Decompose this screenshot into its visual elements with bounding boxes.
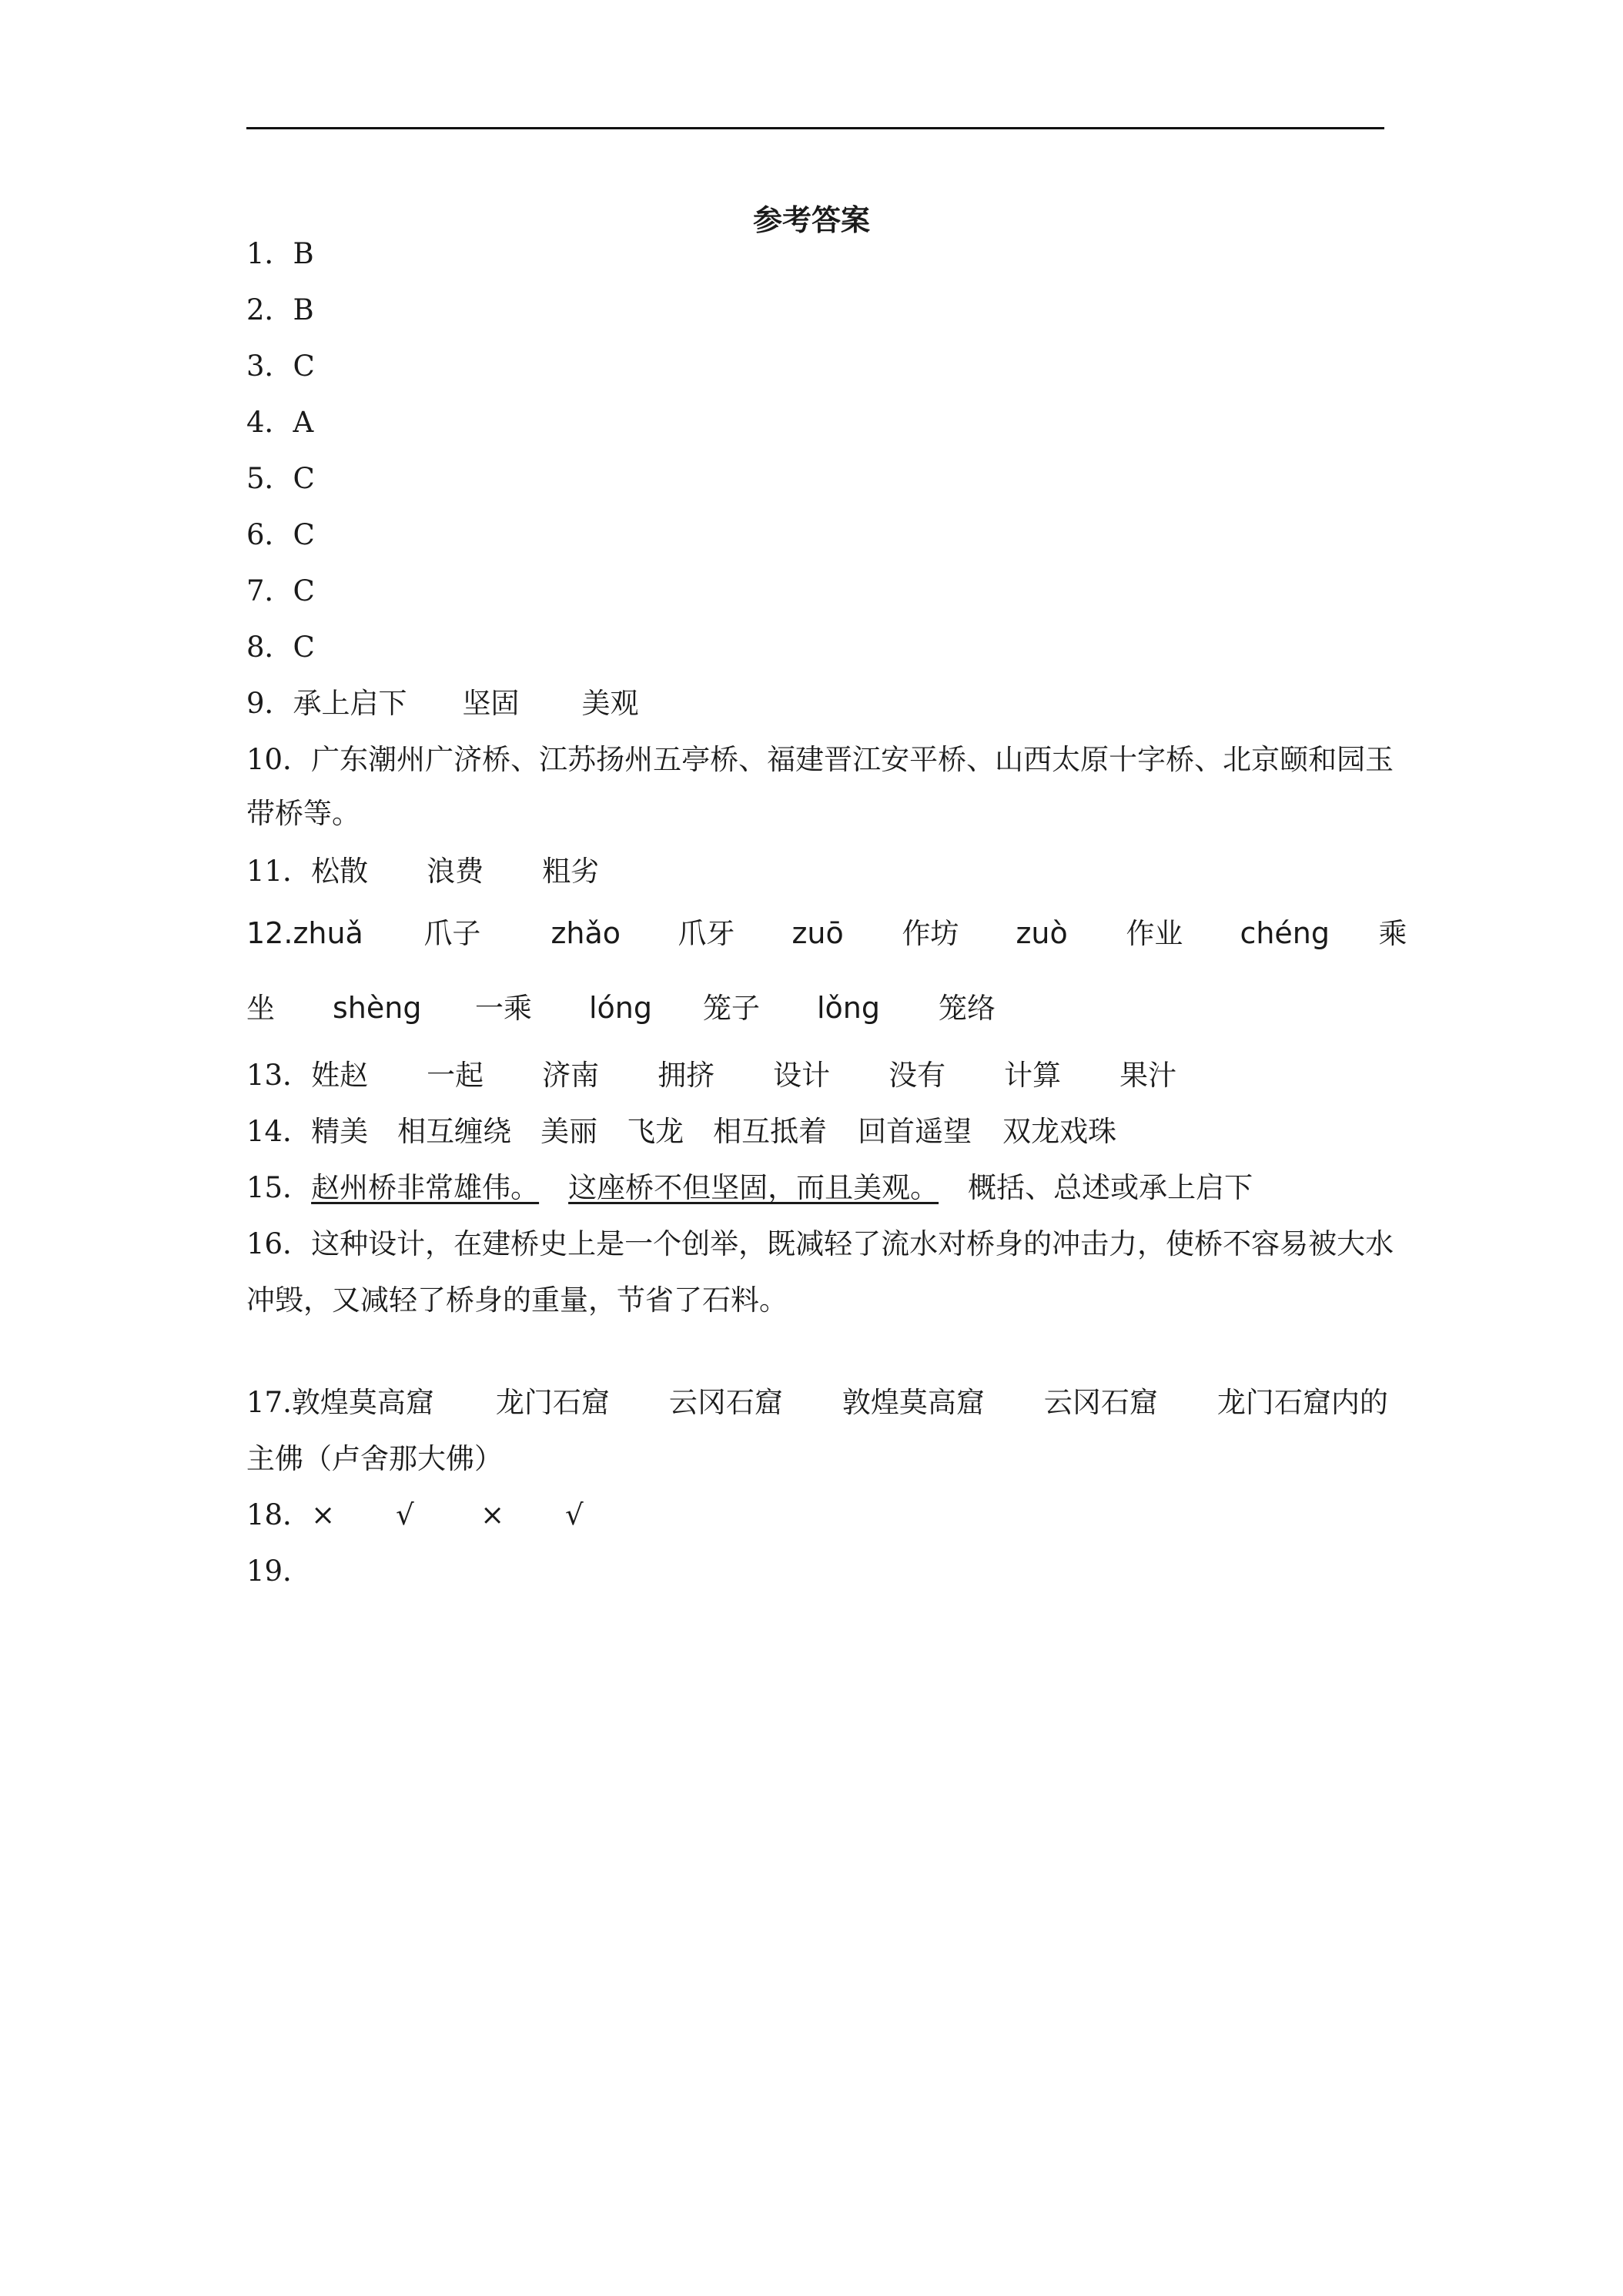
answer-item: 回首遥望 bbox=[858, 1115, 972, 1148]
answer-number: 13． bbox=[246, 1059, 312, 1092]
answer-4: 4．A bbox=[246, 406, 314, 439]
answer-5: 5．C bbox=[246, 462, 315, 495]
answer-15 bbox=[246, 1171, 1253, 1205]
answer-number: 15． bbox=[246, 1171, 312, 1204]
answer-item: 飞龙 bbox=[627, 1115, 684, 1148]
answer-12-line-2 bbox=[246, 991, 996, 1026]
underlined-answer: 赵州桥非常雄伟。 bbox=[311, 1171, 540, 1204]
answer-item: 姓赵 bbox=[311, 1059, 369, 1092]
answer-18 bbox=[246, 1498, 584, 1532]
answer-item: 承上启下 bbox=[293, 687, 407, 720]
answer-item: 概括、总述或承上启下 bbox=[968, 1171, 1253, 1204]
answer-item: 美丽 bbox=[540, 1115, 598, 1148]
answer-1: 1．B bbox=[246, 237, 314, 270]
answer-item: 粗劣 bbox=[542, 855, 600, 888]
pinyin: zuō bbox=[791, 916, 844, 950]
word: 爪子 bbox=[423, 917, 481, 950]
answer-13 bbox=[246, 1059, 1176, 1093]
answer-9 bbox=[246, 687, 639, 721]
check-mark: √ bbox=[565, 1498, 584, 1531]
word: 爪牙 bbox=[678, 917, 735, 950]
answer-item: 美观 bbox=[581, 687, 639, 720]
pinyin: zhǎo bbox=[550, 916, 621, 950]
answer-item: 拥挤 bbox=[658, 1059, 715, 1092]
answer-number: 18． bbox=[246, 1498, 312, 1531]
answer-14 bbox=[246, 1115, 1116, 1149]
pinyin: zuò bbox=[1016, 916, 1068, 950]
answer-item: 松散 bbox=[311, 855, 369, 888]
pinyin: lǒng bbox=[817, 991, 881, 1025]
answer-10-line-2: 带桥等。 bbox=[246, 797, 360, 830]
answer-item: 计算 bbox=[1004, 1059, 1062, 1092]
answer-12-line-1 bbox=[246, 916, 1407, 951]
page-title: 参考答案 bbox=[752, 202, 870, 237]
answer-6: 6．C bbox=[246, 518, 315, 551]
answer-item: 相互缠绕 bbox=[397, 1115, 512, 1148]
answer-item: 龙门石窟 bbox=[495, 1386, 610, 1419]
answer-item: 坚固 bbox=[462, 687, 520, 720]
answer-item: 一起 bbox=[427, 1059, 484, 1092]
answer-item: 果汁 bbox=[1119, 1059, 1177, 1092]
answer-17-line-2: 主佛（卢舍那大佛） bbox=[246, 1442, 503, 1475]
word: 一乘 bbox=[475, 992, 532, 1025]
answer-17-line-1 bbox=[246, 1386, 1388, 1420]
word: 笼络 bbox=[939, 992, 996, 1025]
answer-8: 8．C bbox=[246, 631, 315, 664]
answer-item: 龙门石窟内的 bbox=[1216, 1386, 1388, 1419]
answer-item: 浪费 bbox=[427, 855, 484, 888]
answer-item: 设计 bbox=[773, 1059, 831, 1092]
cross-mark: × bbox=[311, 1498, 336, 1531]
answer-item: 敦煌莫高窟 bbox=[291, 1386, 434, 1419]
answer-item: 相互抵着 bbox=[713, 1115, 828, 1148]
answer-number: 9． bbox=[246, 687, 293, 720]
answer-16-line-1: 16．这种设计，在建桥史上是一个创举，既减轻了流水对桥身的冲击力，使桥不容易被大水 bbox=[246, 1227, 1394, 1260]
word: 笼子 bbox=[703, 992, 760, 1025]
answer-7: 7．C bbox=[246, 574, 315, 607]
answer-number: 11． bbox=[246, 855, 312, 888]
answer-2: 2．B bbox=[246, 293, 314, 326]
answer-16-line-2: 冲毁，又减轻了桥身的重量，节省了石料。 bbox=[246, 1284, 788, 1317]
pinyin: lóng bbox=[589, 991, 653, 1025]
header-rule bbox=[246, 127, 1384, 129]
answer-19: 19． bbox=[246, 1555, 312, 1588]
answer-item: 精美 bbox=[311, 1115, 369, 1148]
word: 乘 bbox=[1378, 917, 1407, 950]
pinyin: chéng bbox=[1240, 916, 1330, 950]
answer-item: 敦煌莫高窟 bbox=[842, 1386, 985, 1419]
word: 作坊 bbox=[902, 917, 959, 950]
check-mark: √ bbox=[396, 1498, 414, 1531]
answer-item: 云冈石窟 bbox=[1043, 1386, 1158, 1419]
cross-mark: × bbox=[480, 1498, 505, 1531]
answer-10-line-1: 10．广东潮州广济桥、江苏扬州五亭桥、福建晋江安平桥、山西太原十字桥、北京颐和园玉 bbox=[246, 743, 1394, 776]
answer-number: 17. bbox=[246, 1386, 292, 1419]
word: 坐 bbox=[246, 992, 275, 1025]
pinyin: shèng bbox=[333, 991, 422, 1025]
pinyin: zhuǎ bbox=[293, 916, 363, 950]
answer-3: 3．C bbox=[246, 350, 315, 383]
answer-11 bbox=[246, 855, 599, 889]
answer-number: 12. bbox=[246, 916, 293, 950]
answer-item: 双龙戏珠 bbox=[1002, 1115, 1117, 1148]
underlined-answer: 这座桥不但坚固，而且美观。 bbox=[568, 1171, 939, 1204]
answer-number: 14． bbox=[246, 1115, 312, 1148]
word: 作业 bbox=[1126, 917, 1183, 950]
answer-item: 济南 bbox=[542, 1059, 600, 1092]
answer-item: 云冈石窟 bbox=[668, 1386, 783, 1419]
answer-item: 没有 bbox=[888, 1059, 946, 1092]
